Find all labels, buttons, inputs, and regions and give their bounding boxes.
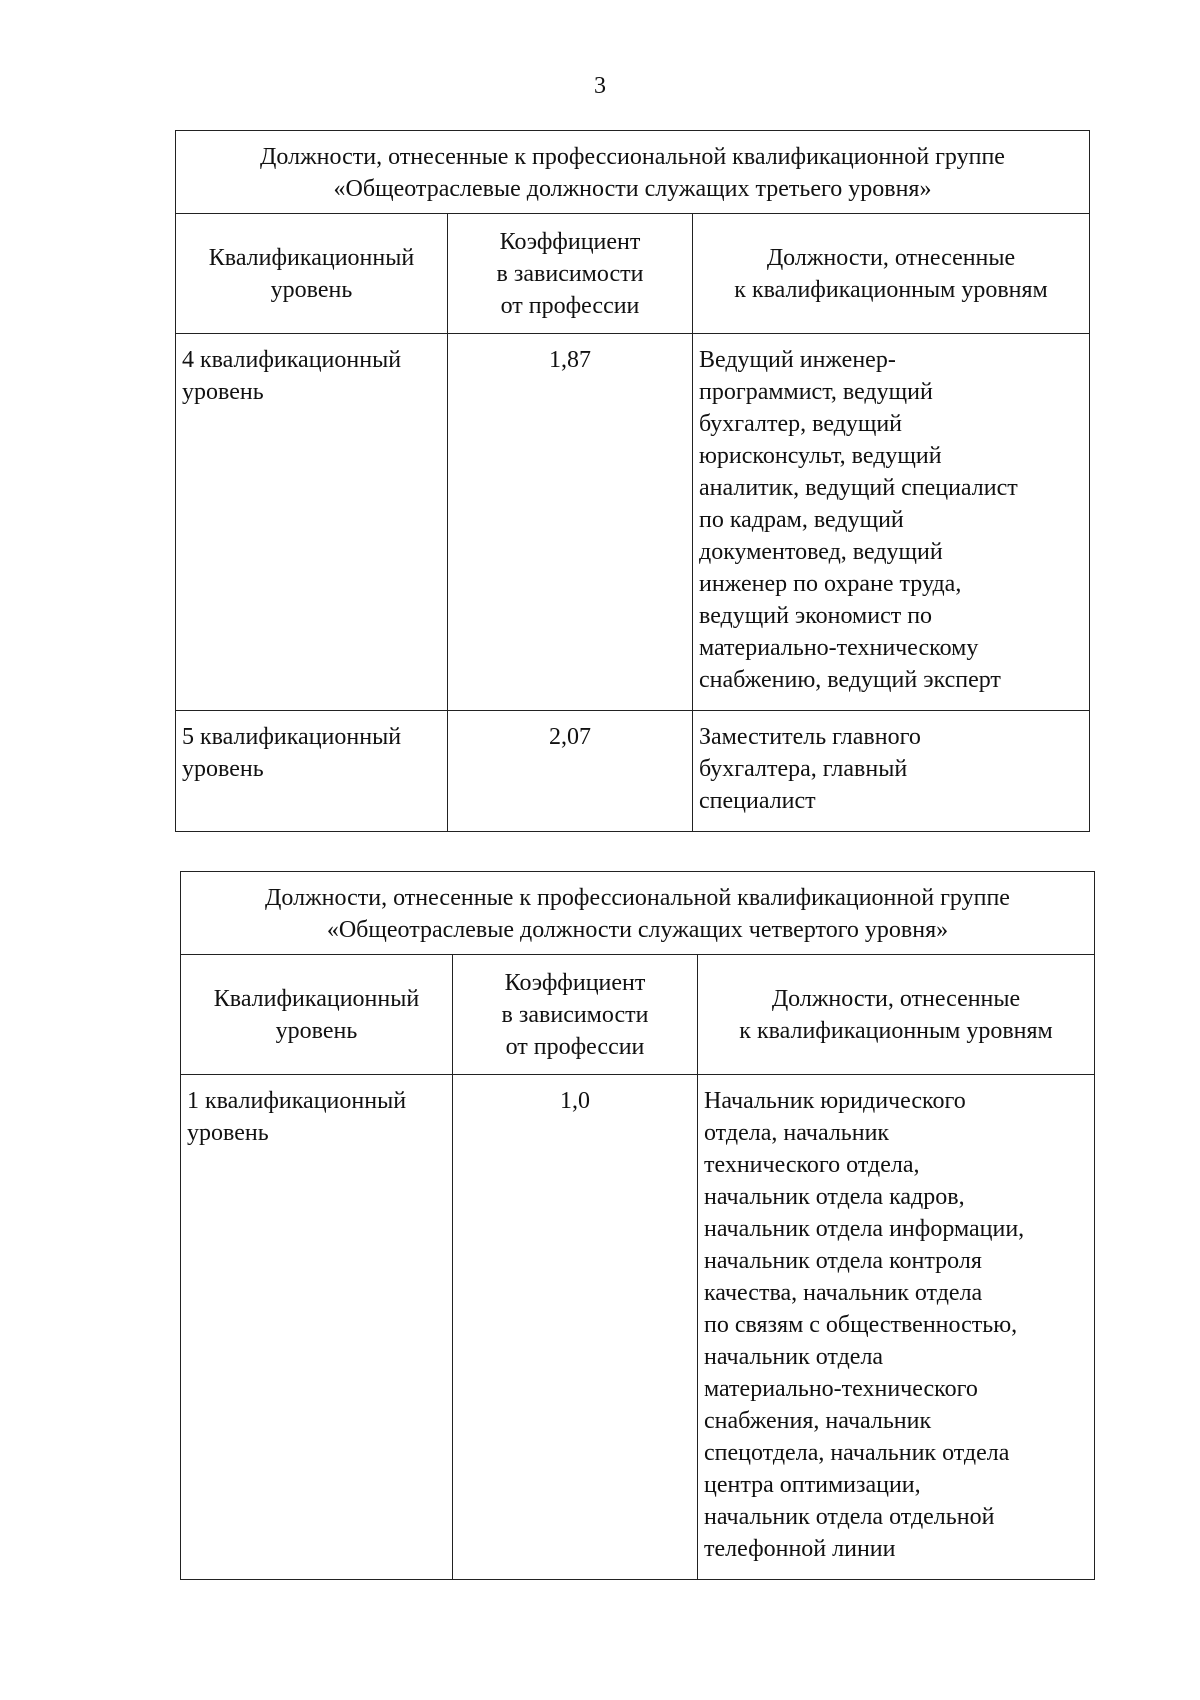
position-line: снабжения, начальник <box>704 1408 932 1434</box>
group-title-row <box>176 131 1090 214</box>
position-line: Заместитель главного <box>699 724 921 750</box>
header-level <box>181 955 453 1075</box>
header-text: от профессии <box>500 292 640 319</box>
position-line: юрисконсульт, ведущий <box>699 443 942 469</box>
qualification-table-level-4 <box>180 871 1095 1580</box>
header-level <box>176 214 448 334</box>
group-title-line: «Общеотраслевые должности служащих четвертого уровня» <box>326 917 949 943</box>
header-text: Квалификационный <box>208 244 415 271</box>
position-line: снабжению, ведущий эксперт <box>699 667 1001 693</box>
position-line: качества, начальник отдела <box>704 1280 983 1306</box>
header-row <box>181 955 1095 1075</box>
position-line: начальник отдела отдельной <box>704 1504 995 1530</box>
level-text: уровень <box>187 1120 269 1146</box>
header-coefficient <box>453 955 698 1075</box>
header-text: к квалификационным уровням <box>739 1017 1053 1044</box>
header-coefficient <box>448 214 693 334</box>
coefficient-cell: 2,07 <box>448 711 693 832</box>
position-line: программист, ведущий <box>699 379 933 405</box>
position-line: начальник отдела информации, <box>704 1216 1025 1242</box>
table-row <box>176 334 1090 711</box>
position-line: начальник отдела кадров, <box>704 1184 965 1210</box>
group-title-row <box>181 872 1095 955</box>
position-line: Начальник юридического <box>704 1088 966 1114</box>
group-title <box>176 131 1090 214</box>
position-line: спецотдела, начальник отдела <box>704 1440 1010 1466</box>
positions-cell <box>698 1075 1095 1580</box>
position-line: материально-техническому <box>699 635 979 661</box>
position-line: технического отдела, <box>704 1152 920 1178</box>
header-text: к квалификационным уровням <box>734 276 1048 303</box>
position-line: по связям с общественностью, <box>704 1312 1018 1338</box>
group-title <box>181 872 1095 955</box>
position-line: документовед, ведущий <box>699 539 943 565</box>
position-line: Ведущий инженер- <box>699 347 896 373</box>
header-positions <box>693 214 1090 334</box>
header-positions <box>698 955 1095 1075</box>
level-text: 1 квалификационный <box>187 1088 407 1114</box>
position-line: центра оптимизации, <box>704 1472 921 1498</box>
group-title-line: «Общеотраслевые должности служащих третьего уровня» <box>333 176 932 202</box>
positions-cell <box>693 711 1090 832</box>
header-row <box>176 214 1090 334</box>
position-line: начальник отдела <box>704 1344 884 1370</box>
header-text: уровень <box>270 276 353 303</box>
level-cell <box>176 711 448 832</box>
position-line: материально-технического <box>704 1376 978 1402</box>
header-text: Коэффициент <box>504 969 646 996</box>
group-title-line: Должности, отнесенные к профессиональной квалификационной группе <box>260 144 1005 170</box>
header-text: Должности, отнесенные <box>766 244 1016 271</box>
position-line: отдела, начальник <box>704 1120 890 1146</box>
level-text: уровень <box>182 756 264 782</box>
position-line: бухгалтера, главный <box>699 756 908 782</box>
header-text: Должности, отнесенные <box>771 985 1021 1012</box>
header-text: от профессии <box>505 1033 645 1060</box>
position-line: по кадрам, ведущий <box>699 507 904 533</box>
position-line: специалист <box>699 788 816 814</box>
position-line: начальник отдела контроля <box>704 1248 982 1274</box>
position-line: аналитик, ведущий специалист <box>699 475 1018 501</box>
header-text: Коэффициент <box>499 228 641 255</box>
header-text: в зависимости <box>496 260 644 287</box>
positions-cell <box>693 334 1090 711</box>
header-text: Квалификационный <box>213 985 420 1012</box>
table-row <box>176 711 1090 832</box>
page-number: 3 <box>594 73 606 99</box>
qualification-table-level-3 <box>175 130 1090 832</box>
position-line: инженер по охране труда, <box>699 571 962 597</box>
group-title-line: Должности, отнесенные к профессиональной квалификационной группе <box>265 885 1010 911</box>
coefficient-cell: 1,87 <box>448 334 693 711</box>
level-text: 4 квалификационный <box>182 347 402 373</box>
header-text: уровень <box>275 1017 358 1044</box>
coefficient-cell: 1,0 <box>453 1075 698 1580</box>
level-cell <box>176 334 448 711</box>
position-line: ведущий экономист по <box>699 603 933 629</box>
level-text: 5 квалификационный <box>182 724 402 750</box>
level-cell <box>181 1075 453 1580</box>
position-line: телефонной линии <box>704 1536 896 1562</box>
header-text: в зависимости <box>501 1001 649 1028</box>
position-line: бухгалтер, ведущий <box>699 411 903 437</box>
level-text: уровень <box>182 379 264 405</box>
table-row <box>181 1075 1095 1580</box>
